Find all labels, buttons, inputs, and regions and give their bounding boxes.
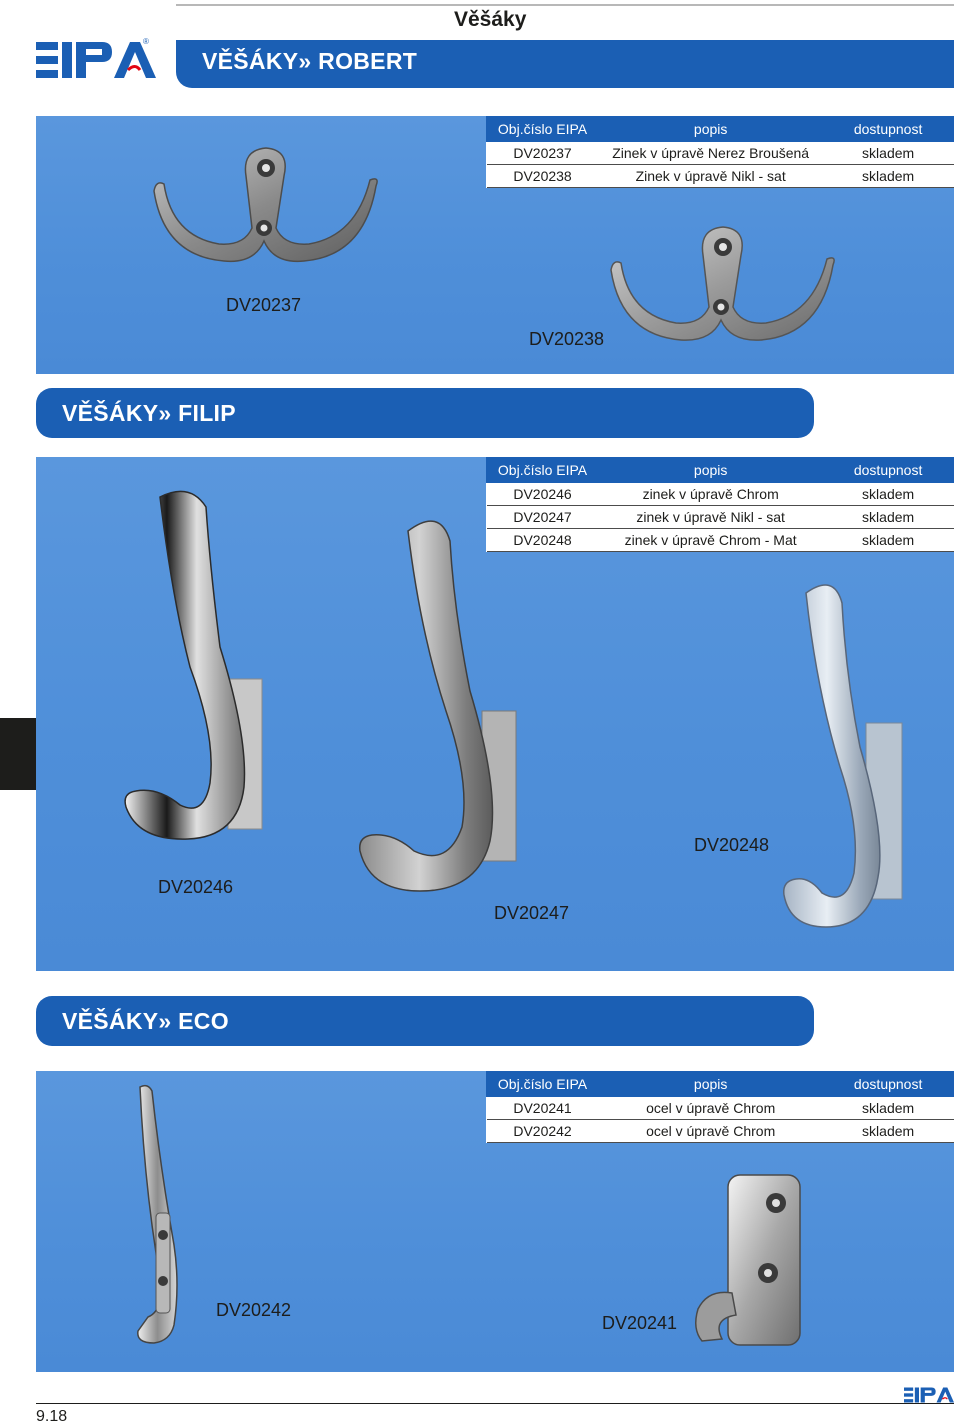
spec-table-eco	[486, 1071, 954, 1143]
section-bar-eco	[36, 996, 814, 1046]
spec-table-robert	[486, 116, 954, 188]
section-title-eco: VĚŠÁKY» ECO	[62, 1008, 229, 1034]
header-banner	[176, 4, 954, 88]
table-cell: Zinek v úpravě Nerez Broušená	[599, 142, 823, 165]
eco-hook-image	[130, 1085, 210, 1347]
eipa-logo-small	[904, 1384, 954, 1406]
table-cell: DV20242	[487, 1120, 599, 1143]
table-cell: DV20247	[487, 506, 599, 529]
table-header: dostupnost	[823, 458, 954, 483]
table-cell: ocel v úpravě Chrom	[599, 1120, 823, 1143]
table-cell: skladem	[823, 165, 954, 188]
table-cell: DV20246	[487, 483, 599, 506]
product-caption: DV20238	[529, 329, 605, 349]
panel-robert	[36, 116, 954, 374]
table-header: Obj.číslo EIPA	[487, 117, 599, 142]
table-cell: skladem	[823, 529, 954, 552]
table-row	[487, 529, 954, 552]
double-hook-image	[144, 136, 384, 286]
table-row	[487, 1097, 954, 1120]
table-row	[487, 165, 954, 188]
registered-mark: ®	[143, 37, 149, 46]
table-row	[487, 142, 954, 165]
table-cell: DV20238	[487, 165, 599, 188]
table-row	[487, 1120, 954, 1143]
page-number: 9.18	[36, 1408, 68, 1425]
spec-table-filip	[486, 457, 954, 552]
table-cell: skladem	[823, 142, 954, 165]
table-cell: zinek v úpravě Chrom	[599, 483, 823, 506]
table-header: Obj.číslo EIPA	[487, 1072, 599, 1097]
product-caption: DV20247	[494, 903, 570, 923]
section-bar-filip	[36, 388, 814, 438]
double-hook-image	[596, 220, 846, 360]
table-header: dostupnost	[823, 117, 954, 142]
single-hook-image	[350, 511, 530, 911]
section-title-robert: VĚŠÁKY» ROBERT	[202, 48, 418, 74]
table-header: Obj.číslo EIPA	[487, 458, 599, 483]
table-cell: DV20241	[487, 1097, 599, 1120]
table-header: popis	[599, 458, 823, 483]
eco-hook-image	[688, 1169, 808, 1349]
panel-filip	[36, 457, 954, 971]
table-cell: skladem	[823, 1097, 954, 1120]
table-cell: skladem	[823, 506, 954, 529]
section-title-filip: VĚŠÁKY» FILIP	[62, 400, 236, 426]
table-cell: skladem	[823, 483, 954, 506]
table-cell: DV20237	[487, 142, 599, 165]
table-cell: Zinek v úpravě Nikl - sat	[599, 165, 823, 188]
product-caption: DV20246	[158, 877, 234, 897]
category-title: Věšáky	[454, 8, 527, 31]
chapter-tab	[0, 718, 36, 790]
table-cell: zinek v úpravě Chrom - Mat	[599, 529, 823, 552]
product-caption: DV20237	[226, 295, 302, 315]
single-hook-image	[120, 487, 280, 867]
table-header: popis	[599, 117, 823, 142]
footer-divider	[36, 1403, 954, 1404]
table-cell: ocel v úpravě Chrom	[599, 1097, 823, 1120]
product-caption: DV20241	[602, 1313, 678, 1333]
product-caption: DV20242	[216, 1300, 292, 1320]
table-header: popis	[599, 1072, 823, 1097]
table-header: dostupnost	[823, 1072, 954, 1097]
table-row	[487, 483, 954, 506]
eipa-logo	[36, 36, 156, 84]
panel-eco	[36, 1071, 954, 1372]
single-hook-image	[750, 577, 920, 947]
table-cell: zinek v úpravě Nikl - sat	[599, 506, 823, 529]
table-cell: skladem	[823, 1120, 954, 1143]
table-cell: DV20248	[487, 529, 599, 552]
product-caption: DV20248	[694, 835, 770, 855]
table-row	[487, 506, 954, 529]
